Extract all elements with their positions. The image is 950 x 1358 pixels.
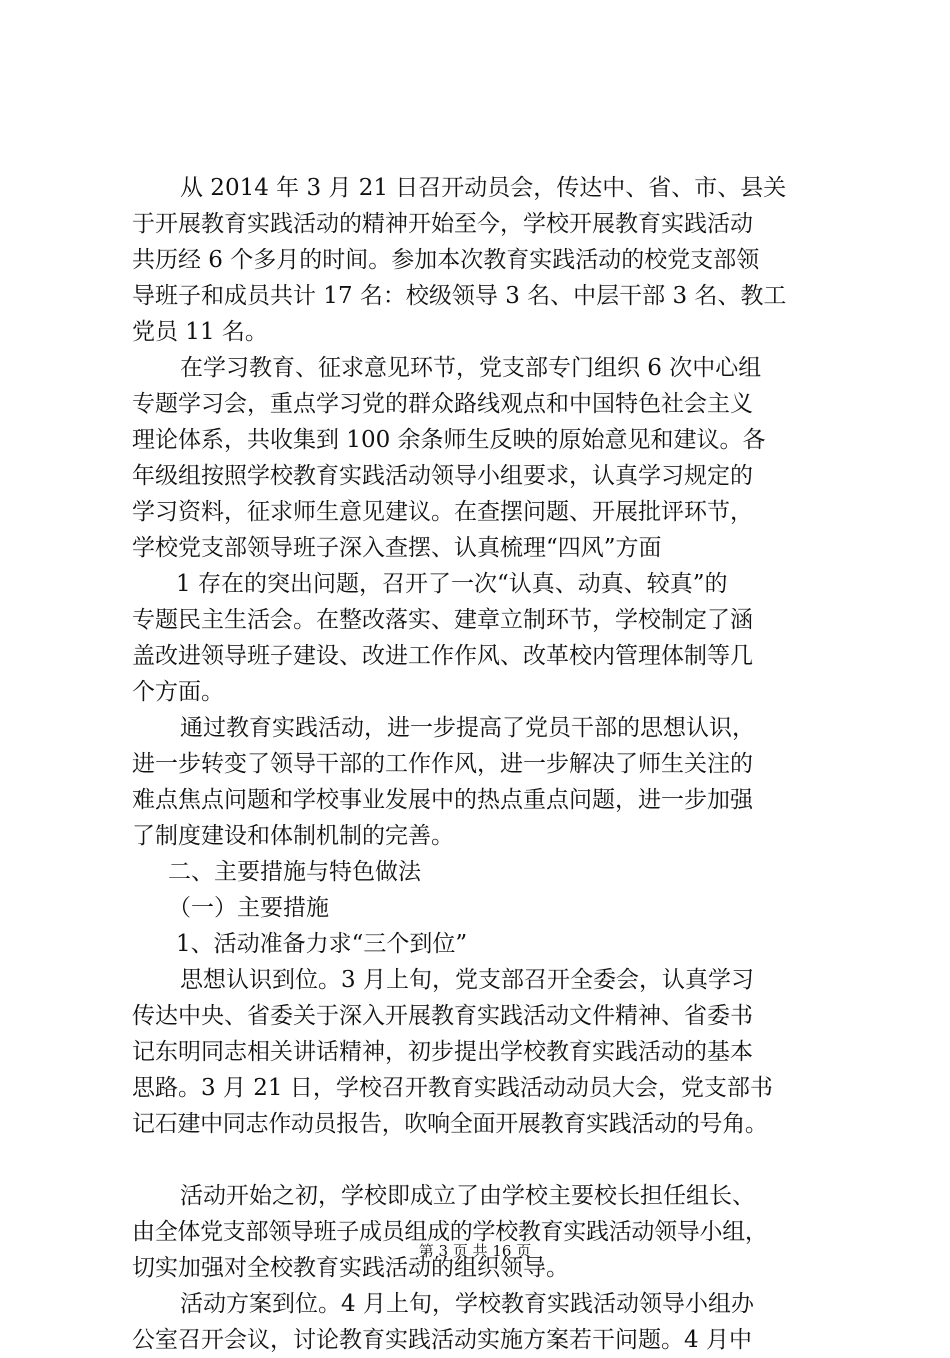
text-line: 个方面。: [132, 679, 224, 705]
text-line: 公室召开会议，讨论教育实践活动实施方案若干问题。4 月中: [132, 1327, 752, 1353]
text-line: 从 2014 年 3 月 21 日召开动员会，传达中、省、市、县关: [180, 175, 787, 201]
text-line: 党员 11 名。: [132, 319, 268, 345]
text-line: 传达中央、省委关于深入开展教育实践活动文件精神、省委书: [132, 1003, 753, 1029]
text-line: 理论体系，共收集到 100 余条师生反映的原始意见和建议。各: [132, 427, 766, 453]
text-line: 导班子和成员共计 17 名：校级领导 3 名、中层干部 3 名、教工: [132, 283, 787, 309]
text-line: 了制度建设和体制机制的完善。: [132, 823, 454, 849]
text-line: 学校党支部领导班子深入查摆、认真梳理“四风”方面: [132, 535, 662, 561]
text-line: 于开展教育实践活动的精神开始至今，学校开展教育实践活动: [132, 211, 753, 237]
text-line: 年级组按照学校教育实践活动领导小组要求，认真学习规定的: [132, 463, 753, 489]
text-line: 学习资料，征求师生意见建议。在查摆问题、开展批评环节，: [132, 499, 753, 525]
text-line: 专题学习会，重点学习党的群众路线观点和中国特色社会主义: [132, 391, 753, 417]
section-heading: 二、主要措施与特色做法: [168, 859, 421, 885]
text-line: 通过教育实践活动，进一步提高了党员干部的思想认识，: [180, 715, 755, 741]
subsection-heading: （一）主要措施: [168, 895, 329, 921]
text-line: 活动开始之初，学校即成立了由学校主要校长担任组长、: [180, 1183, 755, 1209]
text-line: 记石建中同志作动员报告，吹响全面开展教育实践活动的号角。: [132, 1111, 768, 1137]
text-line: 盖改进领导班子建设、改进工作作风、改革校内管理体制等几: [132, 643, 753, 669]
text-line: 难点焦点问题和学校事业发展中的热点重点问题，进一步加强: [132, 787, 753, 813]
text-line: 进一步转变了领导干部的工作作风，进一步解决了师生关注的: [132, 751, 753, 777]
text-line: 思想认识到位。3 月上旬，党支部召开全委会，认真学习: [180, 967, 754, 993]
text-line: 1 存在的突出问题，召开了一次“认真、动真、较真”的: [176, 571, 728, 597]
text-line: 活动方案到位。4 月上旬，学校教育实践活动领导小组办: [180, 1291, 754, 1317]
text-line: 共历经 6 个多月的时间。参加本次教育实践活动的校党支部领: [132, 247, 760, 273]
text-line: 专题民主生活会。在整改落实、建章立制环节，学校制定了涵: [132, 607, 753, 633]
text-line: 由全体党支部领导班子成员组成的学校教育实践活动领导小组，: [132, 1219, 768, 1245]
paragraph-gap: [132, 1142, 832, 1178]
text-line: 在学习教育、征求意见环节，党支部专门组织 6 次中心组: [180, 355, 762, 381]
page-number-footer: 第 3 页 共 16 页: [418, 1242, 532, 1260]
text-line: 思路。3 月 21 日，学校召开教育实践活动动员大会，党支部书: [132, 1075, 773, 1101]
document-body: [132, 170, 832, 1358]
text-line: 记东明同志相关讲话精神，初步提出学校教育实践活动的基本: [132, 1039, 753, 1065]
item-heading: 1、活动准备力求“三个到位”: [176, 931, 468, 957]
text-line: 切实加强对全校教育实践活动的组织领导。: [132, 1255, 569, 1281]
